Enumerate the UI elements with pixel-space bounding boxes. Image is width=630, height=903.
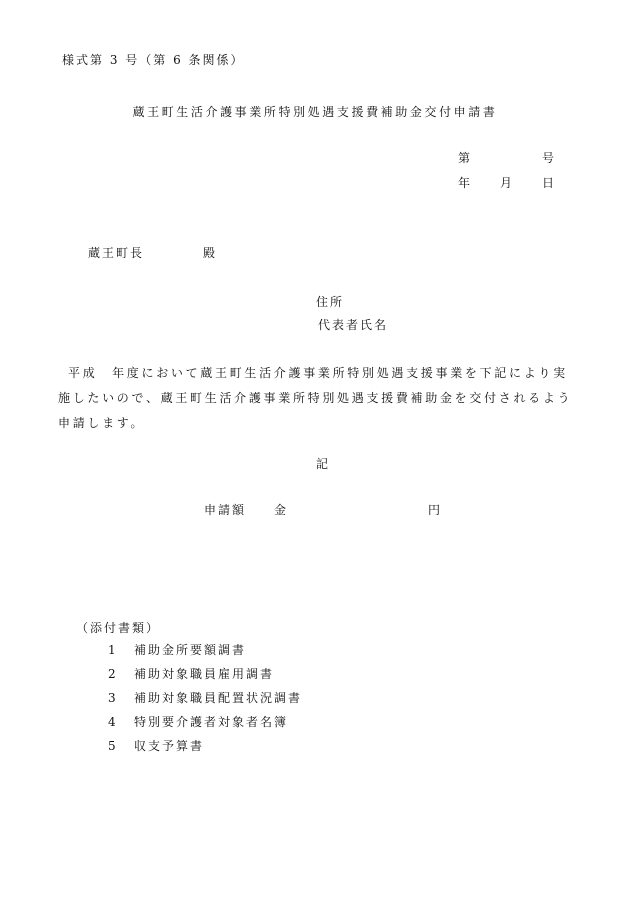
addressee [88, 245, 218, 261]
item-number: 5 [108, 739, 118, 753]
number-prefix: 第 [458, 151, 473, 165]
amount-yen: 円 [428, 503, 443, 517]
number-suffix: 号 [542, 151, 557, 165]
item-number: 2 [108, 667, 118, 681]
item-label: 特別要介護者対象者名簿 [134, 715, 289, 729]
list-item [108, 642, 302, 666]
addressee-name: 蔵王町長 [88, 246, 145, 260]
list-item [108, 738, 302, 762]
attachments-list [108, 642, 302, 762]
address-label: 住所 [316, 295, 345, 309]
date-year: 年 [458, 176, 473, 190]
item-number: 3 [108, 691, 118, 705]
item-label: 補助金所要額調書 [134, 643, 247, 657]
list-item [108, 714, 302, 738]
date-month: 月 [500, 176, 515, 190]
item-label: 補助対象職員配置状況調書 [134, 691, 303, 705]
addressee-honorific: 殿 [203, 246, 218, 260]
amount-label: 申請額 [204, 503, 247, 517]
amount-kin: 金 [274, 503, 289, 517]
attachments-heading: （添付書類） [76, 621, 161, 635]
ki-heading: 記 [316, 457, 331, 471]
form-number: 様式第 3 号（第 6 条関係） [62, 53, 245, 67]
application-body: 平成 年度において蔵王町生活介護事業所特別処遇支援事業を下記により実施したいので、蔵王町生活介護事業所特別処遇支援費補助金を交付されるよう申請します。 [58, 366, 573, 430]
item-label: 収支予算書 [134, 739, 205, 753]
representative-label: 代表者氏名 [318, 318, 389, 332]
item-number: 1 [108, 643, 118, 657]
list-item [108, 690, 302, 714]
item-label: 補助対象職員雇用調書 [134, 667, 275, 681]
document-title: 蔵王町生活介護事業所特別処遇支援費補助金交付申請書 [132, 105, 498, 119]
date-day: 日 [542, 176, 557, 190]
item-number: 4 [108, 715, 118, 729]
list-item [108, 666, 302, 690]
